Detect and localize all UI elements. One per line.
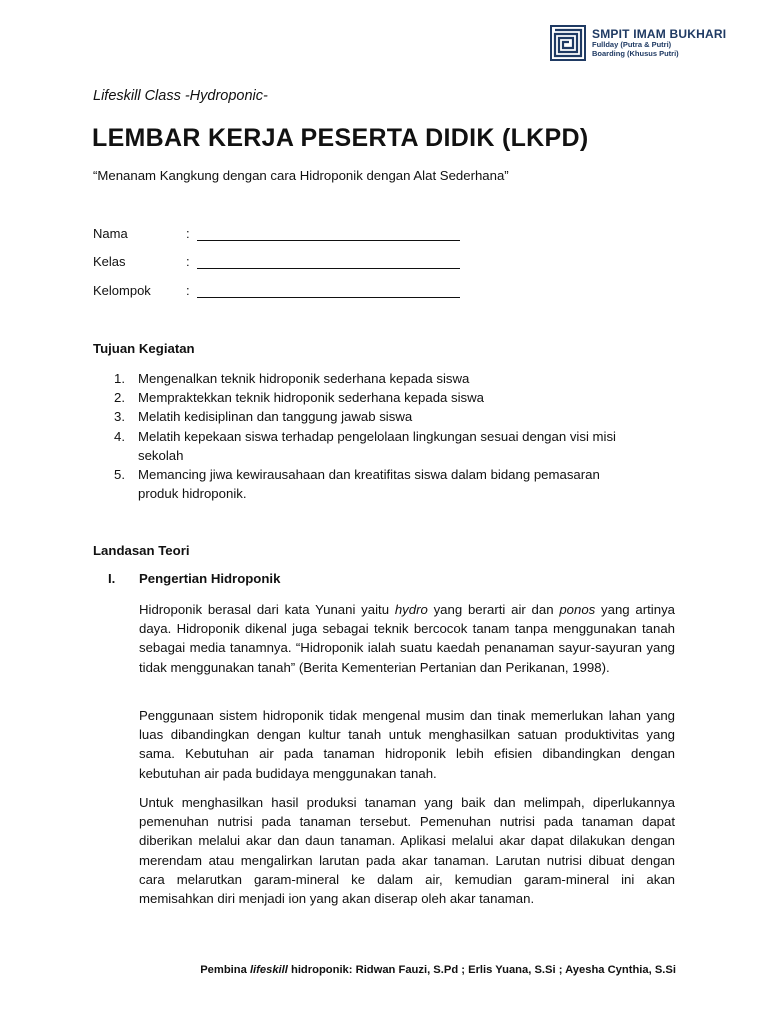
- list-item: 2. Mempraktekkan teknik hidroponik sederhana kepada siswa: [114, 390, 484, 406]
- paragraph-1: Hidroponik berasal dari kata Yunani yaitu hydro yang berarti air dan ponos yang artinya daya. Hidroponik dikenal juga sebagai teknik bercocok tanam tanpa menggunakan tanah sebagai media tanamnya. “Hidroponik ialah suatu kaedah penanaman sayur-sayuran yang tidak menggunakan tanah” (Berita Kementerian Pertanian dan Perikanan, 1998).: [139, 602, 675, 675]
- school-name: SMPIT IMAM BUKHARI: [592, 27, 727, 42]
- field-label: Nama: [93, 226, 128, 241]
- field-label: Kelompok: [93, 283, 151, 298]
- tujuan-list: [93, 369, 663, 503]
- list-item: 4. Melatih kepekaan siswa terhadap pengelolaan lingkungan sesuai dengan visi misi sekolah: [114, 428, 616, 463]
- footer-credits: Pembina lifeskill hidroponik: Ridwan Fauzi, S.Pd ; Erlis Yuana, S.Si ; Ayesha Cynthia, S.Si: [200, 964, 676, 976]
- list-item: 5. Memancing jiwa kewirausahaan dan kreatifitas siswa dalam bidang pemasaran produk hidroponik.: [114, 467, 600, 502]
- activity-quote: “Menanam Kangkung dengan cara Hidroponik dengan Alat Sederhana”: [93, 168, 509, 183]
- paragraph-2: Penggunaan sistem hidroponik tidak mengenal musim dan tinak memerlukan lahan yang luas dibandingkan dengan kultur tanah untuk menghasilkan satuan produktivitas yang sama. Kebutuhan air pada tanaman hidroponik lebih efisien dibandingkan dengan kebutuhan air pada budidaya menggunakan tanah.: [139, 708, 675, 781]
- document-title: LEMBAR KERJA PESERTA DIDIK (LKPD): [92, 124, 589, 152]
- tujuan-heading: Tujuan Kegiatan: [93, 341, 195, 356]
- section-title: Pengertian Hidroponik: [139, 571, 281, 586]
- school-subtitle-1: Fullday (Putra & Putri): [592, 40, 672, 50]
- class-subtitle: Lifeskill Class -Hydroponic-: [93, 88, 268, 104]
- field-colon: :: [186, 254, 190, 269]
- section-heading: [108, 571, 280, 586]
- list-item: 3. Melatih kedisiplinan dan tanggung jawab siswa: [114, 409, 413, 425]
- field-colon: :: [186, 283, 190, 298]
- landasan-heading: Landasan Teori: [93, 543, 190, 558]
- section-number: I.: [108, 571, 116, 586]
- paragraph-3: Untuk menghasilkan hasil produksi tanaman yang baik dan melimpah, diperlukannya pemenuhan nutrisi pada tanaman tersebut. Pemenuhan nutrisi pada tanaman dapat diberikan melalui akar dan daun tanaman. Aplikasi melalui akar dapat dilakukan dengan merendam atau mengalirkan larutan pada akar tanaman. Larutan nutrisi dibuat dengan cara melarutkan garam-mineral ke dalam air, kemudian garam-mineral ini akan memisahkan diri menjadi ion yang akan diserap oleh akar tanaman.: [139, 795, 675, 907]
- field-colon: :: [186, 226, 190, 241]
- kelas-blank-line[interactable]: [197, 268, 460, 269]
- list-item: 1. Mengenalkan teknik hidroponik sederhana kepada siswa: [114, 371, 470, 386]
- kelompok-blank-line[interactable]: [197, 297, 460, 298]
- school-identity: [592, 28, 726, 58]
- field-label: Kelas: [93, 254, 126, 269]
- school-subtitle-2: Boarding (Khusus Putri): [592, 48, 679, 58]
- school-logo-icon: [550, 25, 586, 61]
- nama-blank-line[interactable]: [197, 240, 460, 241]
- school-logo: [550, 25, 726, 61]
